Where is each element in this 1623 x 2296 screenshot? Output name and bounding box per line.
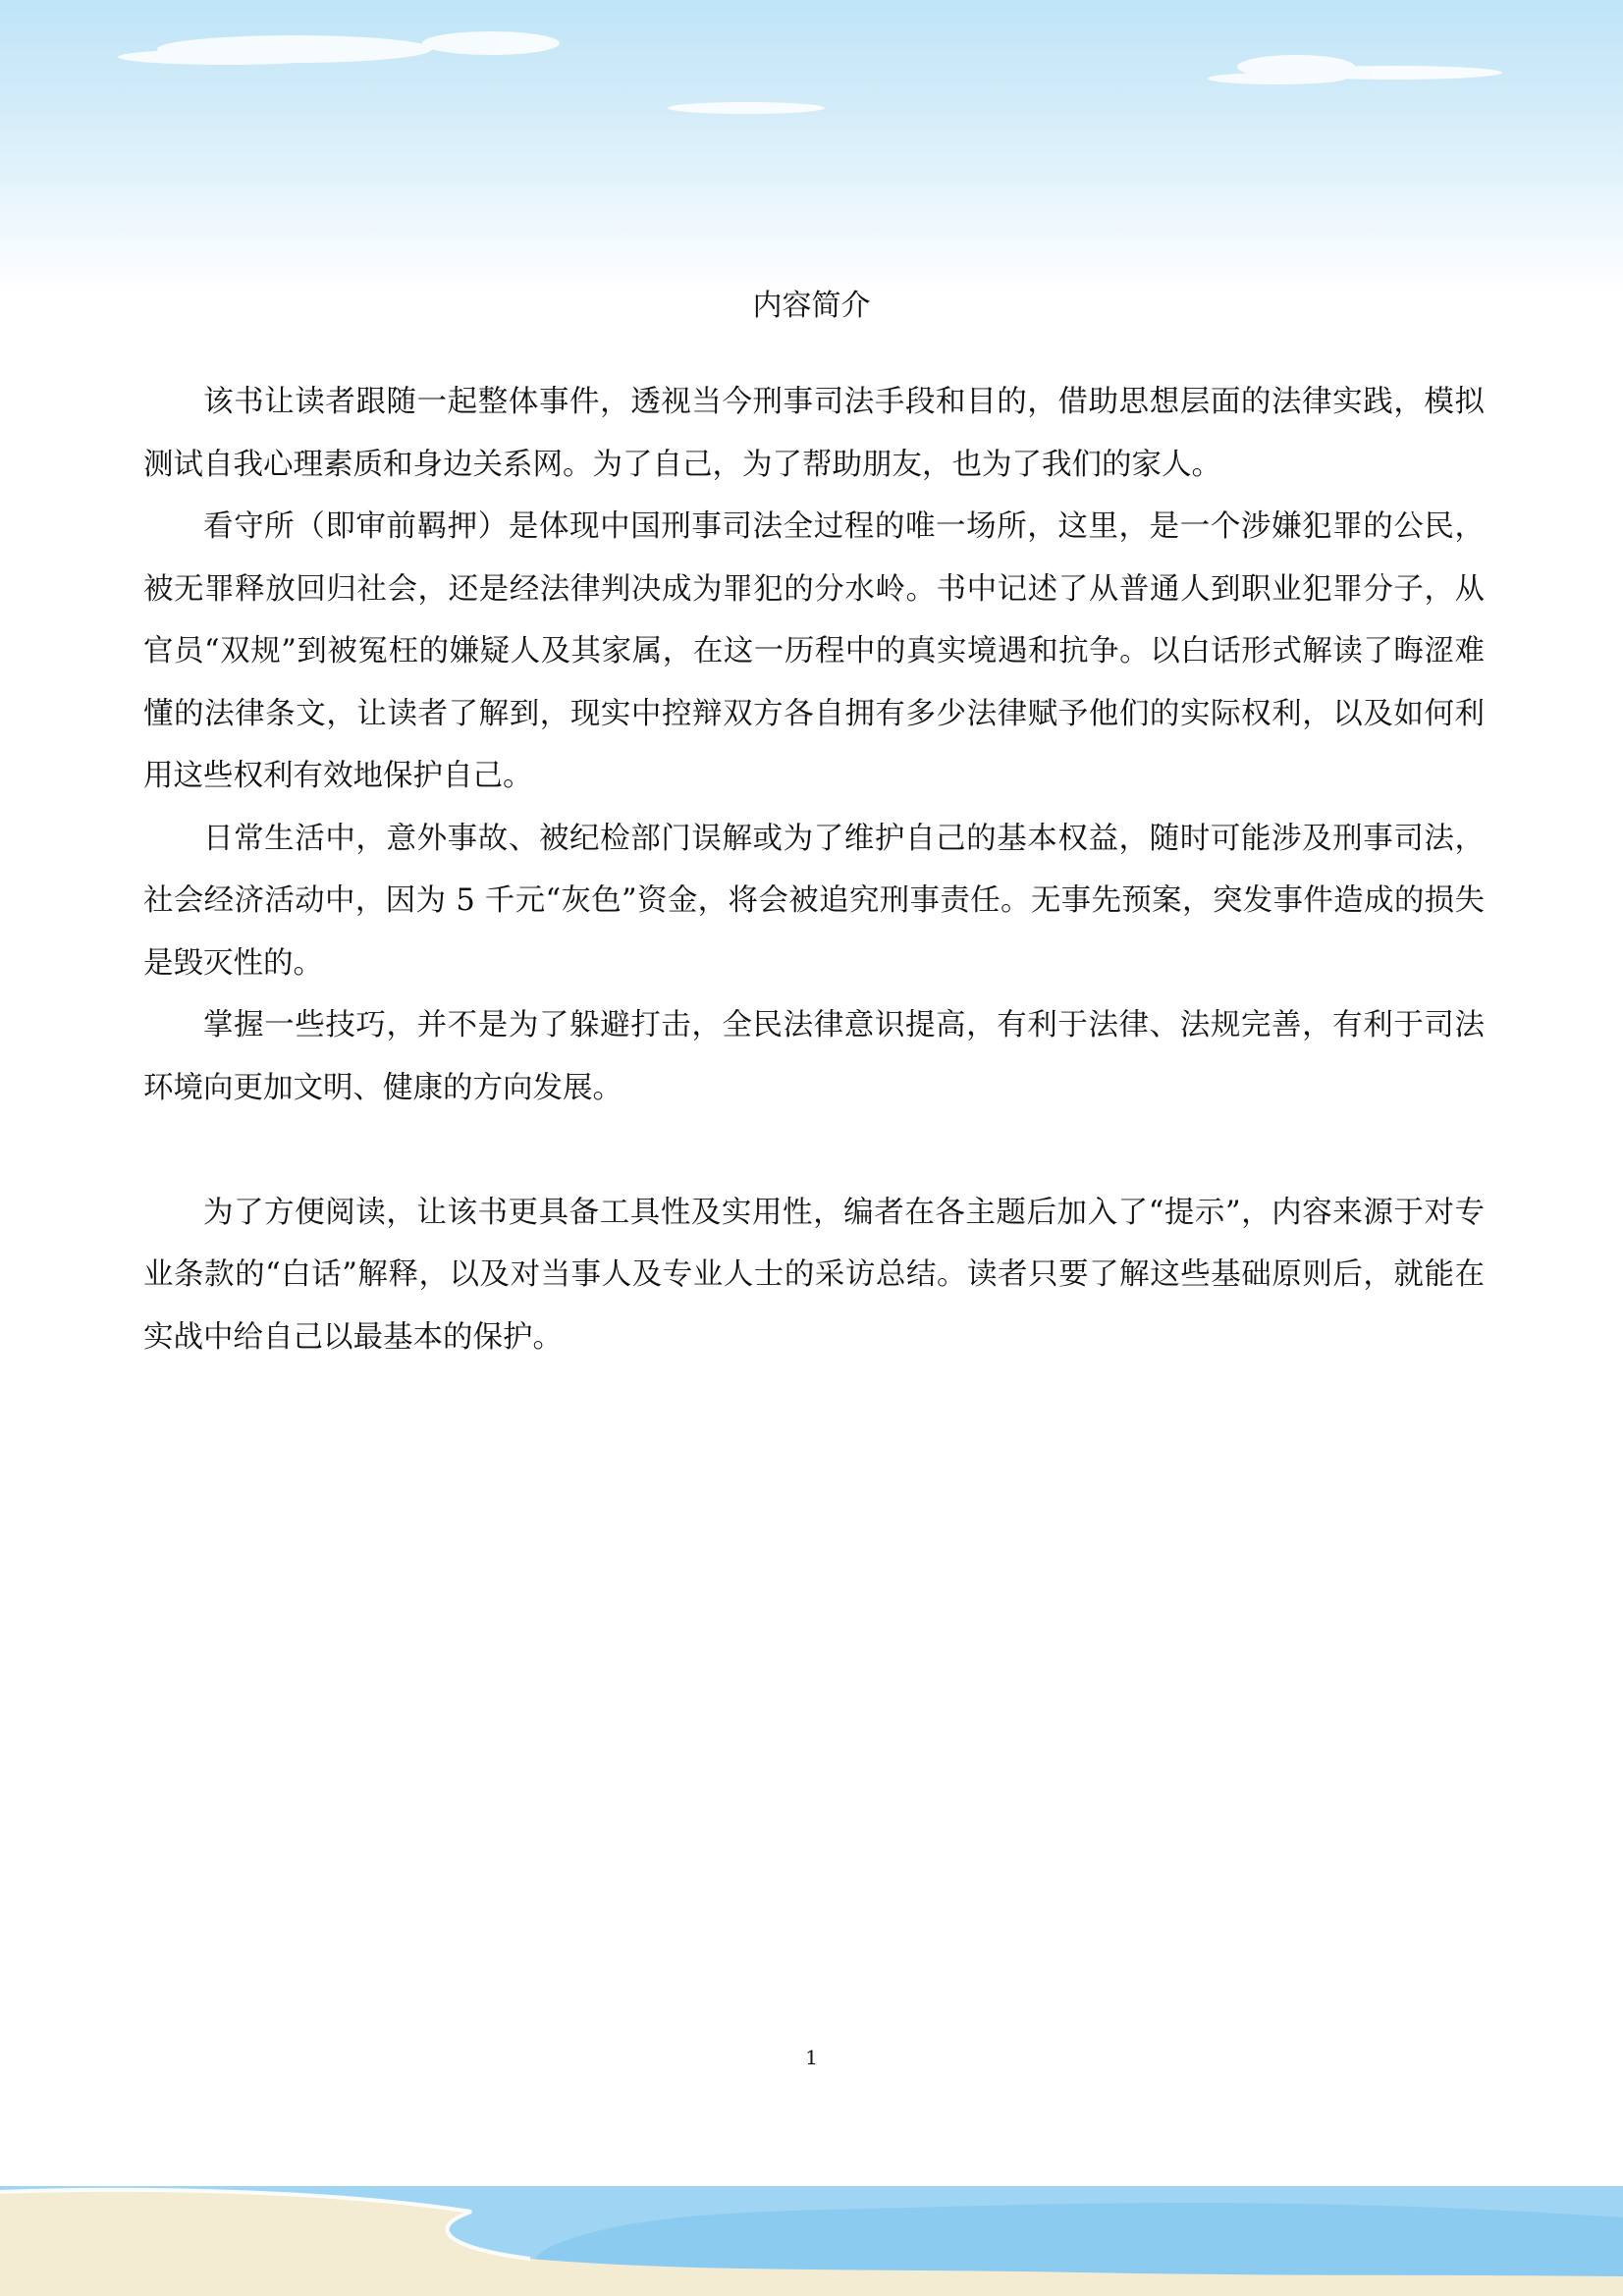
page-number: 1 (805, 2046, 818, 2069)
paragraph: 看守所（即审前羁押）是体现中国刑事司法全过程的唯一场所，这里，是一个涉嫌犯罪的公民，被无罪释放回归社会，还是经法律判决成为罪犯的分水岭。书中记述了从普通人到职业犯罪分子，从官员“双规”到被冤枉的嫌疑人及其家属，在这一历程中的真实境遇和抗争。以白话形式解读了晦涩难懂的法律条文，让读者了解到，现实中控辩双方各自拥有多少法律赋予他们的实际权利，以及如何利用这些权利有效地保护自己。 (143, 509, 1485, 793)
paragraph: 掌握一些技巧，并不是为了躲避打击，全民法律意识提高，有利于法律、法规完善，有利于司法环境向更加文明、健康的方向发展。 (143, 1008, 1485, 1105)
body-text (143, 371, 1485, 1368)
paragraph-spacer (143, 1119, 1485, 1182)
beach-decoration (0, 2178, 1623, 2296)
paragraph: 该书让读者跟随一起整体事件，透视当今刑事司法手段和目的，借助思想层面的法律实践，模拟测试自我心理素质和身边关系网。为了自己，为了帮助朋友，也为了我们的家人。 (143, 385, 1485, 482)
sky-background (0, 0, 1623, 294)
paragraph: 为了方便阅读，让该书更具备工具性及实用性，编者在各主题后加入了“提示”，内容来源于对专业条款的“白话”解释，以及对当事人及专业人士的采访总结。读者只要了解这些基础原则后，就能在实战中给自己以最基本的保护。 (143, 1195, 1485, 1355)
page-title: 内容简介 (752, 289, 871, 323)
paragraph: 日常生活中，意外事故、被纪检部门误解或为了维护自己的基本权益，随时可能涉及刑事司法，社会经济活动中，因为 5 千元“灰色”资金，将会被追究刑事责任。无事先预案，突发事件造成的损失是毁灭性的。 (143, 821, 1485, 981)
clouds-decoration (0, 0, 1623, 294)
